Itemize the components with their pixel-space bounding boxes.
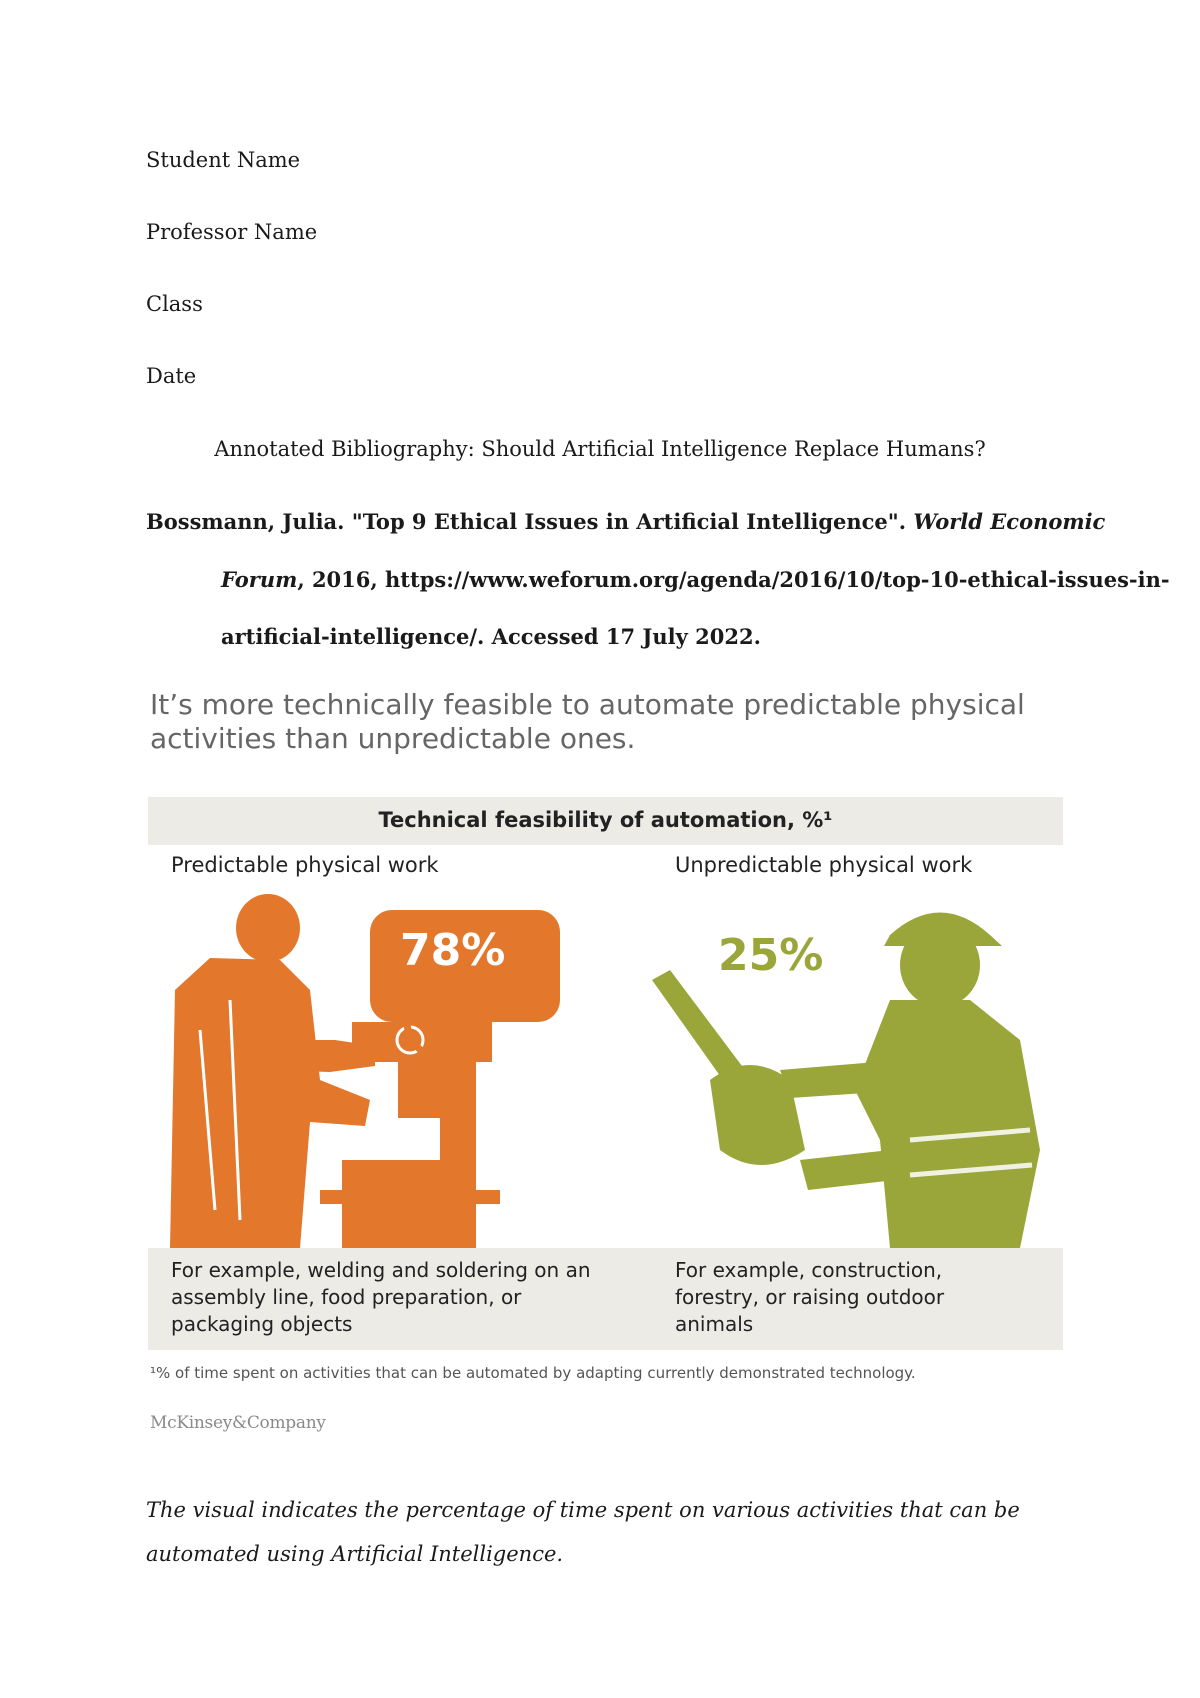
worker-head xyxy=(236,894,300,962)
page-title: Annotated Bibliography: Should Artificial Intelligence Replace Humans? xyxy=(214,437,986,461)
right-heading: Unpredictable physical work xyxy=(675,853,973,877)
date: Date xyxy=(146,364,197,388)
hard-hat xyxy=(884,913,1002,947)
citation-url: , 2016, https://www.weforum.org/agenda/2016/10/top-10-ethical-issues-in- xyxy=(297,567,1170,592)
worker-body xyxy=(170,958,370,1248)
left-percent: 78% xyxy=(400,925,506,976)
mckinsey-logo: McKinsey&Company xyxy=(150,1413,326,1433)
citation-line-2 xyxy=(221,567,1170,592)
professor-name: Professor Name xyxy=(146,220,318,244)
citation-journal-2: Forum xyxy=(221,567,298,592)
feasibility-title: Technical feasibility of automation, %¹ xyxy=(378,808,833,832)
worker-arm xyxy=(260,1040,375,1072)
worker-torso xyxy=(855,1000,1040,1248)
drill-press-worker-illustration xyxy=(170,890,590,1248)
student-name: Student Name xyxy=(146,148,301,172)
citation-line-3: artificial-intelligence/. Accessed 17 July 2022. xyxy=(221,624,761,649)
chainsaw-worker-illustration xyxy=(640,890,1060,1248)
left-caption: For example, welding and soldering on an assembly line, food preparation, or packaging objects xyxy=(171,1258,591,1336)
citation-author-title: Bossmann, Julia. "Top 9 Ethical Issues in Artificial Intelligence". xyxy=(146,509,907,534)
citation-journal-1: World Economic xyxy=(913,509,1106,534)
right-caption: For example, construction, forestry, or raising outdoor animals xyxy=(675,1258,945,1336)
class-name: Class xyxy=(146,292,203,316)
figure-headline: It’s more technically feasible to automate predictable physical activities than unpredictable ones. xyxy=(150,688,1025,755)
worker-arm-lower xyxy=(800,1150,896,1190)
feasibility-bar xyxy=(148,797,1063,845)
figure-footnote: ¹% of time spent on activities that can be automated by adapting currently demonstrated technology. xyxy=(150,1364,916,1382)
annotation-text: The visual indicates the percentage of time spent on various activities that can be automated using Artificial Intelligence. xyxy=(146,1498,1020,1566)
left-heading: Predictable physical work xyxy=(171,853,439,877)
citation-line-1 xyxy=(146,509,1105,534)
drill-base xyxy=(342,1160,442,1248)
right-percent: 25% xyxy=(718,930,824,981)
